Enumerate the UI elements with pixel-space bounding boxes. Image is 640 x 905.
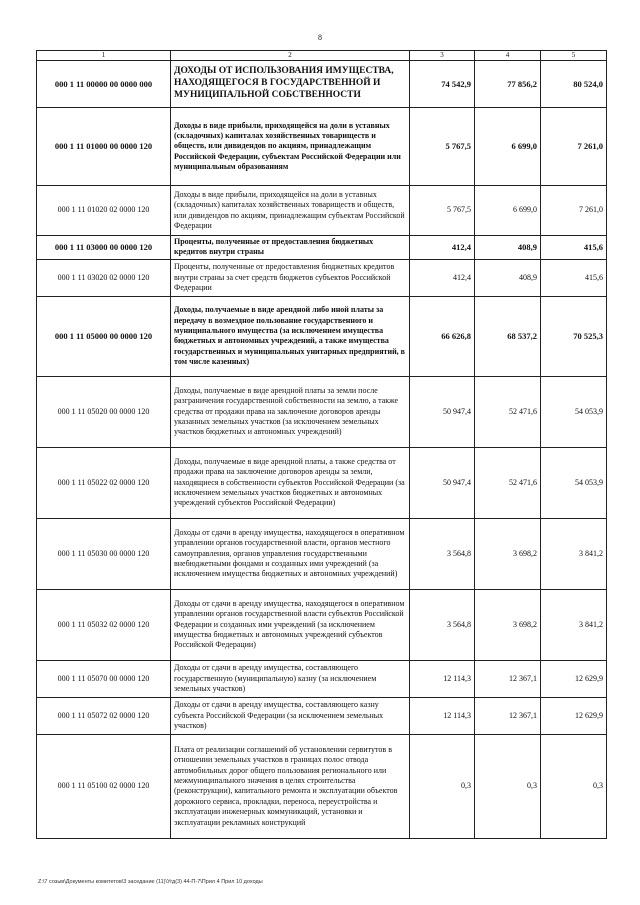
- value-col4-cell: 12 367,1: [475, 697, 541, 734]
- value-col3-cell: 12 114,3: [410, 660, 475, 697]
- column-header: 4: [475, 51, 541, 61]
- value-col4-cell: 6 699,0: [475, 108, 541, 186]
- budget-code-cell: 000 1 11 03000 00 0000 120: [37, 236, 171, 260]
- budget-code-cell: 000 1 11 05022 02 0000 120: [37, 447, 171, 518]
- value-col3-cell: 412,4: [410, 259, 475, 296]
- revenue-name-cell: Проценты, полученные от предоставления бюджетных кредитов внутри страны за счет средств бюджетов субъектов Российской Федерации: [171, 259, 410, 296]
- value-col5-cell: 12 629,9: [541, 697, 607, 734]
- value-col3-cell: 412,4: [410, 236, 475, 260]
- value-col3-cell: 5 767,5: [410, 108, 475, 186]
- value-col5-cell: 3 841,2: [541, 589, 607, 660]
- revenue-name-cell: Доходы, получаемые в виде арендной платы, а также средства от продажи права на заключение договоров аренды за земли, находящиеся в собственности субъектов Российской Федерации (за исключением земельных участков бюджетных и автономных учреждений субъектов Российской Федерации): [171, 447, 410, 518]
- value-col5-cell: 80 524,0: [541, 61, 607, 108]
- value-col3-cell: 50 947,4: [410, 376, 475, 447]
- page-number: 8: [318, 33, 322, 42]
- value-col4-cell: 3 698,2: [475, 518, 541, 589]
- column-header: 1: [37, 51, 171, 61]
- revenue-name-cell: Проценты, полученные от предоставления бюджетных кредитов внутри страны: [171, 236, 410, 260]
- budget-code-cell: 000 1 11 01020 02 0000 120: [37, 186, 171, 236]
- value-col3-cell: 50 947,4: [410, 447, 475, 518]
- table-row: [37, 236, 607, 260]
- table-row: [37, 296, 607, 376]
- revenue-name-cell: Доходы в виде прибыли, приходящейся на доли в уставных (складочных) капиталах хозяйственных товариществ и обществ, или дивидендов по акциям, принадлежащим субъектам Российской Федерации: [171, 186, 410, 236]
- value-col4-cell: 3 698,2: [475, 589, 541, 660]
- revenue-table: [36, 50, 607, 839]
- table-row: [37, 697, 607, 734]
- budget-code-cell: 000 1 11 05030 00 0000 120: [37, 518, 171, 589]
- value-col3-cell: 12 114,3: [410, 697, 475, 734]
- budget-code-cell: 000 1 11 05020 00 0000 120: [37, 376, 171, 447]
- revenue-name-cell: Доходы, получаемые в виде арендной либо иной платы за передачу в возмездное пользование государственного и муниципального имущества (за исключением имущества бюджетных и автономных учреждений, а также имущества государственных и муниципальных унитарных предприятий, в том числе казенных): [171, 296, 410, 376]
- value-col4-cell: 0,3: [475, 734, 541, 838]
- budget-code-cell: 000 1 11 00000 00 0000 000: [37, 61, 171, 108]
- value-col3-cell: 5 767,5: [410, 186, 475, 236]
- value-col4-cell: 6 699,0: [475, 186, 541, 236]
- value-col3-cell: 66 626,8: [410, 296, 475, 376]
- budget-code-cell: 000 1 11 05100 02 0000 120: [37, 734, 171, 838]
- budget-code-cell: 000 1 11 03020 02 0000 120: [37, 259, 171, 296]
- value-col3-cell: 74 542,9: [410, 61, 475, 108]
- value-col4-cell: 408,9: [475, 259, 541, 296]
- revenue-name-cell: Доходы от сдачи в аренду имущества, находящегося в оперативном управлении органов государственной власти, органов местного самоуправления, органов управления государственными внебюджетными фондами и созданных ими учреждений (за исключением имущества бюджетных и автономных учреждений): [171, 518, 410, 589]
- revenue-name-cell: ДОХОДЫ ОТ ИСПОЛЬЗОВАНИЯ ИМУЩЕСТВА, НАХОДЯЩЕГОСЯ В ГОСУДАРСТВЕННОЙ И МУНИЦИПАЛЬНОЙ СОБСТВЕННОСТИ: [171, 61, 410, 108]
- value-col5-cell: 54 053,9: [541, 376, 607, 447]
- table-header-row: [37, 51, 607, 61]
- value-col3-cell: 0,3: [410, 734, 475, 838]
- value-col5-cell: 70 525,3: [541, 296, 607, 376]
- table-row: [37, 660, 607, 697]
- budget-code-cell: 000 1 11 05032 02 0000 120: [37, 589, 171, 660]
- column-header: 3: [410, 51, 475, 61]
- value-col5-cell: 3 841,2: [541, 518, 607, 589]
- value-col4-cell: 77 856,2: [475, 61, 541, 108]
- value-col4-cell: 68 537,2: [475, 296, 541, 376]
- value-col5-cell: 415,6: [541, 236, 607, 260]
- value-col5-cell: 7 261,0: [541, 108, 607, 186]
- budget-code-cell: 000 1 11 01000 00 0000 120: [37, 108, 171, 186]
- table-row: [37, 376, 607, 447]
- revenue-name-cell: Доходы, получаемые в виде арендной платы за земли после разграничения государственной собственности на землю, а также средства от продажи права на заключение договоров аренды указанных земельных участков (за исключением земельных участков бюджетных и автономных учреждений): [171, 376, 410, 447]
- column-header: 5: [541, 51, 607, 61]
- column-header: 2: [171, 51, 410, 61]
- budget-code-cell: 000 1 11 05000 00 0000 120: [37, 296, 171, 376]
- budget-code-cell: 000 1 11 05070 00 0000 120: [37, 660, 171, 697]
- revenue-name-cell: Доходы от сдачи в аренду имущества, находящегося в оперативном управлении органов государственной власти субъектов Российской Федерации и созданных ими учреждений (за исключением имущества бюджетных и автономных учреждений субъектов Российской Федерации): [171, 589, 410, 660]
- value-col5-cell: 7 261,0: [541, 186, 607, 236]
- revenue-name-cell: Доходы от сдачи в аренду имущества, составляющего казну субъекта Российской Федерации (за исключением земельных участков): [171, 697, 410, 734]
- value-col3-cell: 3 564,8: [410, 589, 475, 660]
- value-col4-cell: 52 471,6: [475, 447, 541, 518]
- table-row: [37, 589, 607, 660]
- value-col5-cell: 0,3: [541, 734, 607, 838]
- table-row: [37, 186, 607, 236]
- revenue-name-cell: Плата от реализации соглашений об установлении сервитутов в отношении земельных участков в границах полос отвода автомобильных дорог общего пользования регионального или межмуниципального значения в целях строительства (реконструкции), капитального ремонта и эксплуатации объектов дорожного сервиса, прокладки, переноса, переустройства и эксплуатации инженерных коммуникаций, установки и эксплуатации рекламных конструкций: [171, 734, 410, 838]
- value-col5-cell: 415,6: [541, 259, 607, 296]
- budget-code-cell: 000 1 11 05072 02 0000 120: [37, 697, 171, 734]
- revenue-name-cell: Доходы в виде прибыли, приходящейся на доли в уставных (складочных) капиталах хозяйственных товариществ и обществ, или дивидендов по акциям, принадлежащим Российской Федерации, субъектам Российской Федерации или муниципальным образованиям: [171, 108, 410, 186]
- value-col4-cell: 12 367,1: [475, 660, 541, 697]
- table-row: [37, 259, 607, 296]
- value-col5-cell: 54 053,9: [541, 447, 607, 518]
- value-col3-cell: 3 564,8: [410, 518, 475, 589]
- value-col4-cell: 52 471,6: [475, 376, 541, 447]
- table-row: [37, 108, 607, 186]
- table-row: [37, 61, 607, 108]
- value-col4-cell: 408,9: [475, 236, 541, 260]
- value-col5-cell: 12 629,9: [541, 660, 607, 697]
- table-row: [37, 518, 607, 589]
- revenue-name-cell: Доходы от сдачи в аренду имущества, составляющего государственную (муниципальную) казну (за исключением земельных участков): [171, 660, 410, 697]
- file-path-footer: Z:\7 созыв\Документы комитетов\3 заседание (11)\Угд(3) 44-П-7\Прил 4 Прил 10 доходы: [38, 879, 263, 885]
- table-row: [37, 734, 607, 838]
- table-row: [37, 447, 607, 518]
